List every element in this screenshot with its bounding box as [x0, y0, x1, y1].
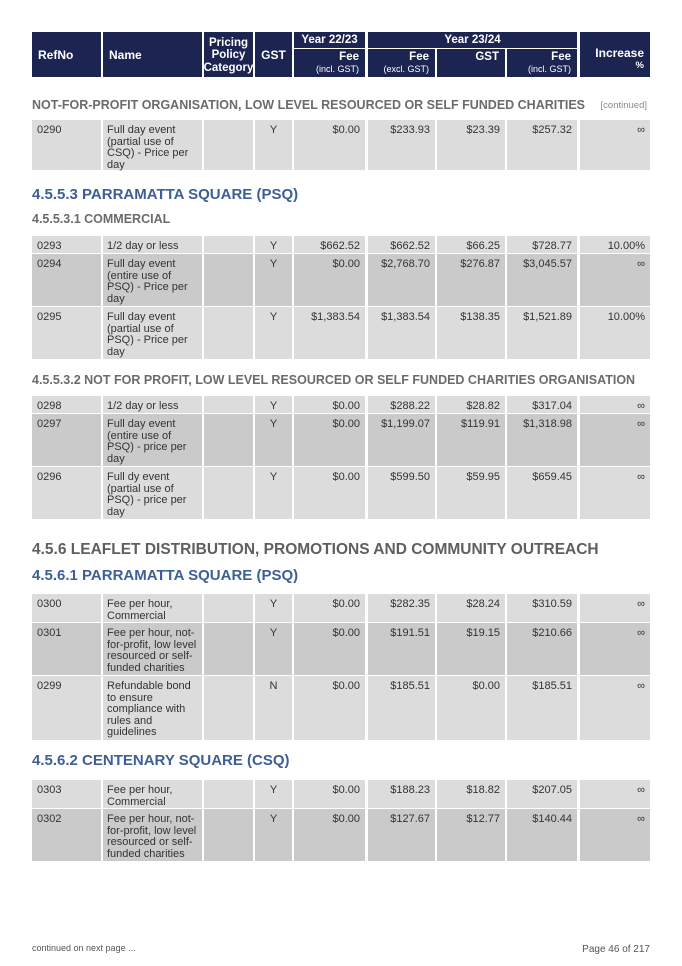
table-row	[32, 120, 650, 170]
section-heading-4553: 4.5.5.3 PARRAMATTA SQUARE (PSQ)	[32, 186, 299, 203]
ref-cell: 0301	[32, 623, 101, 675]
gst-amount-cell: $19.15	[437, 623, 505, 675]
gst-cell: Y	[255, 236, 292, 253]
header-year-2324: Year 23/24	[368, 32, 577, 48]
continued-tag: [continued]	[600, 100, 647, 111]
gst-amount-cell: $59.95	[437, 467, 505, 519]
table-header	[32, 32, 650, 77]
table-row	[32, 307, 650, 359]
fee-2223-cell: $1,383.54	[294, 307, 365, 359]
policy-cell	[204, 120, 253, 170]
header-fee-2223	[294, 49, 365, 77]
header-name: Name	[103, 32, 202, 77]
name-cell: Fee per hour, Commercial	[103, 780, 202, 808]
header-increase	[580, 32, 650, 77]
header-year-2223: Year 22/23	[294, 32, 365, 48]
fee-2223-cell: $0.00	[294, 414, 365, 466]
fee-2223-cell: $0.00	[294, 254, 365, 306]
table-row	[32, 254, 650, 306]
fee-table	[32, 236, 650, 360]
table-row	[32, 780, 650, 808]
increase-cell: ∞	[580, 254, 650, 306]
fee-table	[32, 396, 650, 520]
fee-incl-gst-cell: $1,521.89	[507, 307, 577, 359]
name-cell: Full dy event (partial use of PSQ) - price per day	[103, 467, 202, 519]
ref-cell: 0290	[32, 120, 101, 170]
name-cell: Full day event (entire use of PSQ) - Price per day	[103, 254, 202, 306]
fee-2223-cell: $0.00	[294, 396, 365, 413]
header-fee-excl	[368, 49, 435, 77]
increase-cell: ∞	[580, 396, 650, 413]
name-cell: Fee per hour, not-for-profit, low level resourced or self-funded charities	[103, 809, 202, 861]
header-increase-label: Increase	[595, 45, 644, 60]
table-row	[32, 414, 650, 466]
name-cell: Full day event (entire use of PSQ) - price per day	[103, 414, 202, 466]
section-heading-continued	[32, 98, 650, 112]
policy-cell	[204, 236, 253, 253]
name-cell: Full day event (partial use of PSQ) - Price per day	[103, 307, 202, 359]
footer-continued: continued on next page ...	[32, 943, 136, 953]
fee-excl-gst-cell: $288.22	[368, 396, 435, 413]
table-row	[32, 594, 650, 622]
gst-cell: Y	[255, 809, 292, 861]
gst-amount-cell: $0.00	[437, 676, 505, 740]
increase-cell: ∞	[580, 594, 650, 622]
ref-cell: 0298	[32, 396, 101, 413]
table-row	[32, 809, 650, 861]
header-pricing-policy: Pricing Policy Category	[204, 32, 253, 77]
fee-incl-gst-cell: $185.51	[507, 676, 577, 740]
fee-incl-gst-cell: $728.77	[507, 236, 577, 253]
header-gst-col-label: GST	[475, 51, 499, 63]
fee-incl-gst-cell: $210.66	[507, 623, 577, 675]
name-cell: Fee per hour, Commercial	[103, 594, 202, 622]
increase-cell: 10.00%	[580, 236, 650, 253]
gst-amount-cell: $119.91	[437, 414, 505, 466]
fee-2223-cell: $0.00	[294, 623, 365, 675]
increase-cell: ∞	[580, 809, 650, 861]
fee-incl-gst-cell: $140.44	[507, 809, 577, 861]
header-excl-gst-label: (excl. GST)	[383, 64, 429, 74]
fee-2223-cell: $0.00	[294, 809, 365, 861]
gst-amount-cell: $18.82	[437, 780, 505, 808]
policy-cell	[204, 623, 253, 675]
gst-amount-cell: $66.25	[437, 236, 505, 253]
gst-cell: Y	[255, 120, 292, 170]
header-percent-label: %	[635, 59, 644, 71]
fee-table	[32, 120, 650, 171]
ref-cell: 0299	[32, 676, 101, 740]
name-cell: Fee per hour, not-for-profit, low level resourced or self-funded charities	[103, 623, 202, 675]
ref-cell: 0303	[32, 780, 101, 808]
gst-cell: Y	[255, 467, 292, 519]
fee-excl-gst-cell: $188.23	[368, 780, 435, 808]
policy-cell	[204, 676, 253, 740]
gst-cell: N	[255, 676, 292, 740]
fee-excl-gst-cell: $282.35	[368, 594, 435, 622]
header-incl-gst-label: (incl. GST)	[315, 64, 359, 74]
policy-cell	[204, 414, 253, 466]
gst-cell: Y	[255, 414, 292, 466]
name-cell: Full day event (partial use of CSQ) - Price per day	[103, 120, 202, 170]
fee-incl-gst-cell: $310.59	[507, 594, 577, 622]
ref-cell: 0293	[32, 236, 101, 253]
gst-amount-cell: $28.82	[437, 396, 505, 413]
section-heading-45531: 4.5.5.3.1 COMMERCIAL	[32, 212, 171, 226]
fee-2223-cell: $0.00	[294, 676, 365, 740]
gst-amount-cell: $138.35	[437, 307, 505, 359]
increase-cell: ∞	[580, 676, 650, 740]
ref-cell: 0294	[32, 254, 101, 306]
fee-excl-gst-cell: $185.51	[368, 676, 435, 740]
fee-excl-gst-cell: $233.93	[368, 120, 435, 170]
ref-cell: 0300	[32, 594, 101, 622]
fee-excl-gst-cell: $127.67	[368, 809, 435, 861]
header-fee-incl	[507, 49, 577, 77]
fee-2223-cell: $0.00	[294, 120, 365, 170]
policy-cell	[204, 396, 253, 413]
fee-excl-gst-cell: $1,199.07	[368, 414, 435, 466]
fee-2223-cell: $0.00	[294, 780, 365, 808]
section-heading-4561: 4.5.6.1 PARRAMATTA SQUARE (PSQ)	[32, 567, 299, 584]
increase-cell: ∞	[580, 623, 650, 675]
header-refno: RefNo	[32, 32, 101, 77]
ref-cell: 0295	[32, 307, 101, 359]
table-row	[32, 676, 650, 740]
fee-2223-cell: $0.00	[294, 467, 365, 519]
section-heading-456: 4.5.6 LEAFLET DISTRIBUTION, PROMOTIONS AND COMMUNITY OUTREACH	[32, 541, 599, 558]
name-cell: Refundable bond to ensure compliance with rules and guidelines	[103, 676, 202, 740]
gst-amount-cell: $28.24	[437, 594, 505, 622]
name-cell: 1/2 day or less	[103, 396, 202, 413]
fee-table	[32, 594, 650, 741]
gst-cell: Y	[255, 396, 292, 413]
fee-excl-gst-cell: $662.52	[368, 236, 435, 253]
fee-table	[32, 780, 650, 862]
page-number: Page 46 of 217	[582, 944, 650, 955]
policy-cell	[204, 594, 253, 622]
fee-incl-gst-cell: $3,045.57	[507, 254, 577, 306]
increase-cell: ∞	[580, 120, 650, 170]
gst-amount-cell: $276.87	[437, 254, 505, 306]
fee-incl-gst-cell: $317.04	[507, 396, 577, 413]
fee-excl-gst-cell: $1,383.54	[368, 307, 435, 359]
fee-incl-gst-cell: $207.05	[507, 780, 577, 808]
policy-cell	[204, 254, 253, 306]
fee-excl-gst-cell: $599.50	[368, 467, 435, 519]
gst-cell: Y	[255, 623, 292, 675]
fee-incl-gst-cell: $1,318.98	[507, 414, 577, 466]
header-fee-label: Fee	[339, 51, 359, 63]
gst-cell: Y	[255, 780, 292, 808]
table-row	[32, 236, 650, 253]
header-fee-label: Fee	[409, 51, 429, 63]
fee-incl-gst-cell: $257.32	[507, 120, 577, 170]
fee-excl-gst-cell: $191.51	[368, 623, 435, 675]
policy-cell	[204, 780, 253, 808]
table-row	[32, 623, 650, 675]
gst-cell: Y	[255, 594, 292, 622]
name-cell: 1/2 day or less	[103, 236, 202, 253]
gst-cell: Y	[255, 254, 292, 306]
section-heading-4562: 4.5.6.2 CENTENARY SQUARE (CSQ)	[32, 752, 290, 769]
ref-cell: 0297	[32, 414, 101, 466]
gst-cell: Y	[255, 307, 292, 359]
increase-cell: ∞	[580, 467, 650, 519]
ref-cell: 0302	[32, 809, 101, 861]
increase-cell: 10.00%	[580, 307, 650, 359]
fee-excl-gst-cell: $2,768.70	[368, 254, 435, 306]
increase-cell: ∞	[580, 414, 650, 466]
header-fee-label: Fee	[551, 51, 571, 63]
policy-cell	[204, 467, 253, 519]
header-gst-2324	[437, 49, 505, 77]
fee-incl-gst-cell: $659.45	[507, 467, 577, 519]
policy-cell	[204, 809, 253, 861]
section-title: NOT-FOR-PROFIT ORGANISATION, LOW LEVEL RESOURCED OR SELF FUNDED CHARITIES	[32, 98, 586, 112]
table-row	[32, 396, 650, 413]
increase-cell: ∞	[580, 780, 650, 808]
gst-amount-cell: $12.77	[437, 809, 505, 861]
header-incl-gst-label: (incl. GST)	[527, 64, 571, 74]
header-gst: GST	[255, 32, 292, 77]
fee-2223-cell: $0.00	[294, 594, 365, 622]
policy-cell	[204, 307, 253, 359]
table-row	[32, 467, 650, 519]
ref-cell: 0296	[32, 467, 101, 519]
fee-2223-cell: $662.52	[294, 236, 365, 253]
section-heading-45532: 4.5.5.3.2 NOT FOR PROFIT, LOW LEVEL RESOURCED OR SELF FUNDED CHARITIES ORGANISATION	[32, 373, 636, 387]
gst-amount-cell: $23.39	[437, 120, 505, 170]
